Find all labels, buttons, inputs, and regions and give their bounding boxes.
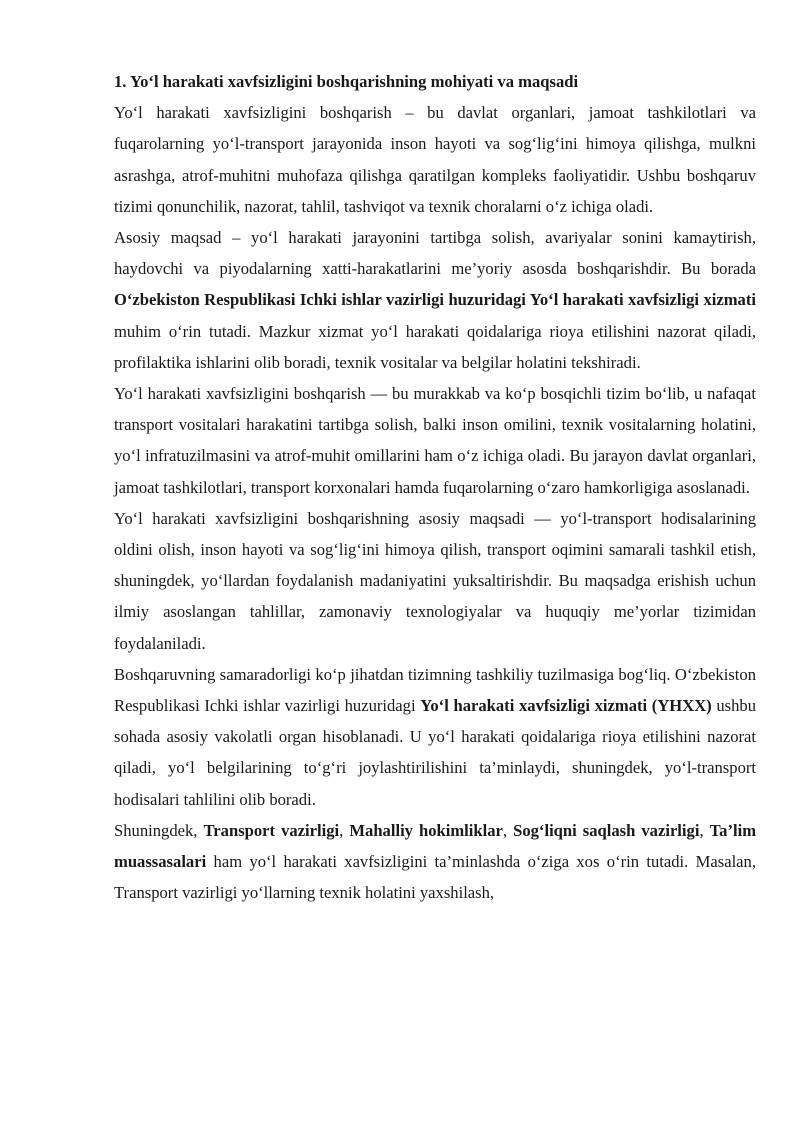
paragraph-objective (114, 503, 756, 659)
paragraph-main-goal (114, 222, 756, 378)
bold-ministry-health: Sog‘liqni saqlash vazirligi (513, 820, 700, 840)
paragraph-text: Yo‘l harakati xavfsizligini boshqarishning asosiy maqsadi — yo‘l-transport hodisalarining oldini olish, inson hayoti va sog‘lig‘ini himoya qilish, transport oqimini samarali tashkil etish, shuningdek, yo‘llardan foydalanish madaniyatini yuksaltirishdir. Bu maqsadga erishish uchun ilmiy asoslangan tahlillar, zamonaviy texnologiyalar va huquqiy me’yorlar tizimidan foydalaniladi. (114, 508, 756, 653)
paragraph-text: , (339, 820, 350, 840)
paragraph-efficiency (114, 659, 756, 815)
section-heading: 1. Yo‘l harakati xavfsizligini boshqarishning mohiyati va maqsadi (114, 72, 579, 91)
paragraph-text: Shuningdek, (114, 820, 204, 840)
bold-organization-name: O‘zbekiston Respublikasi Ichki ishlar vazirligi huzuridagi Yo‘l harakati xavfsizligi xizmati (114, 290, 756, 310)
paragraph-text: Boshqaruvning samaradorligi ko‘p jihatdan tizimning tashkiliy tuzilmasiga bog‘liq. O‘zbekiston Respublikasi Ichki ishlar vazirligi huzuridagi (114, 664, 756, 716)
paragraph-text: Yo‘l harakati xavfsizligini boshqarish – bu davlat organlari, jamoat tashkilotlari va fuqarolarning yo‘l-transport jarayonida inson hayoti va sog‘lig‘ini himoya qilishga, mulkni asrashga, atrof-muhitni muhofaza qilishga qaratilgan kompleks faoliyatidir. Ushbu boshqaruv tizimi qonunchilik, nazorat, tahlil, tashviqot va texnik choralarni o‘z ichiga oladi. (114, 103, 756, 216)
paragraph-definition (114, 97, 756, 222)
paragraph-text: muhim o‘rin tutadi. Mazkur xizmat yo‘l harakati qoidalariga rioya etilishini nazorat qiladi, profilaktika ishlarini olib boradi, texnik vositalar va belgilar holatini tekshiradi. (114, 321, 756, 372)
paragraph-text: , (699, 820, 710, 840)
paragraph-text: , (502, 820, 514, 840)
paragraph-text: ushbu sohada asosiy vakolatli organ hisoblanadi. U yo‘l harakati qoidalariga rioya etilishini nazorat qiladi, yo‘l belgilarining to‘g‘ri joylashtirilishini ta’minlaydi, shuningdek, yo‘l-transport hodisalari tahlilini olib boradi. (114, 696, 757, 809)
bold-local-authorities: Mahalliy hokimliklar (349, 820, 503, 840)
document-page (114, 66, 756, 908)
paragraph-system (114, 378, 756, 503)
bold-ministry-transport: Transport vazirligi (203, 820, 340, 840)
paragraph-text: Yo‘l harakati xavfsizligini boshqarish — bu murakkab va ko‘p bosqichli tizim bo‘lib, u nafaqat transport vositalari harakatini tartibga solish, balki inson omilini, texnik vositalarning holatini, yo‘l infratuzilmasini va atrof-muhit omillarini ham o‘z ichiga oladi. Bu jarayon davlat organlari, jamoat tashkilotlari, transport korxonalari hamda fuqarolarning o‘zaro hamkorligiga asoslanadi. (114, 384, 756, 497)
bold-education-institutions: Ta’lim muassasalari (114, 820, 757, 872)
paragraph-text: ham yo‘l harakati xavfsizligini ta’minlashda o‘ziga xos o‘rin tutadi. Masalan, Transport vazirligi yo‘llarning texnik holatini yaxshilash, (114, 852, 756, 903)
bold-organization-name: Yo‘l harakati xavfsizligi xizmati (YHXX) (420, 696, 712, 716)
paragraph-text: Asosiy maqsad – yo‘l harakati jarayonini tartibga solish, avariyalar sonini kamaytirish, haydovchi va piyodalarning xatti-harakatlarini me’yoriy asosda boshqarishdir. Bu borada (114, 228, 756, 279)
paragraph-other-bodies (114, 815, 756, 909)
